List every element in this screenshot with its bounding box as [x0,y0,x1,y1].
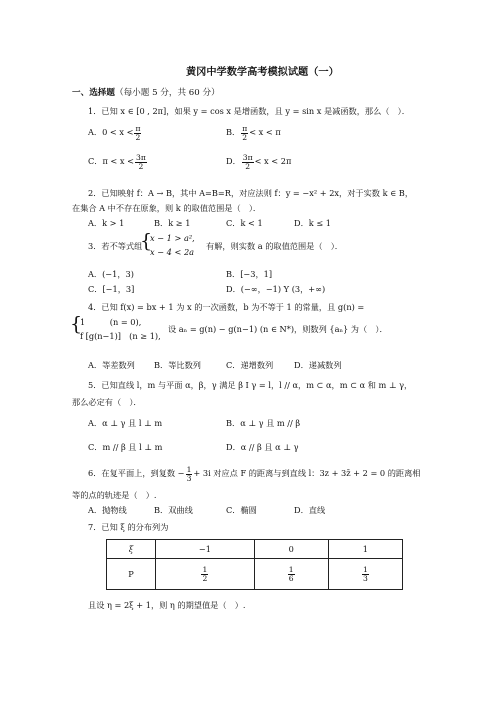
section-label: 一、选择题 [72,88,115,98]
q6-stem-continued: 等的点的轨迹是（ ）. [72,490,157,500]
q5-option-b: B．α ⊥ γ 且 m // β [226,418,301,428]
distribution-table [106,539,403,590]
q1-option-a: A．0 < x < $\frac{\pi}{2}$ [88,124,141,142]
table-cell: 0 [254,540,328,559]
q2-option-c: C．k < 1 [226,218,263,228]
q3-prefix: 3．若不等式组 [88,241,143,251]
q1-stem: 1．已知 x ∈ [0 , 2π]，如果 y = cos x 是增函数，且 y = sin x 是减函数，那么（ ）． [88,106,410,116]
q5-option-a: A．α ⊥ γ 且 l ⊥ m [88,418,163,428]
q3-option-d: D．(−∞，−1) Y (3，+∞) [226,284,326,294]
q6-option-c: C．椭圆 [226,505,257,515]
q6-stem: 6．在复平面上，到复数 − $\frac{1}{3}$ + 3i 对应点 F 的距离与到直线 l：3z + 3z̄ + 2 = 0 的距离相 [88,465,421,483]
q4-option-a: A．等差数列 [88,360,135,370]
q4-case-1: 1 (n = 0), [80,317,142,327]
table-cell: 1 [328,540,402,559]
section-heading [72,86,220,98]
q4-stem: 4．已知 f(x) = bx + 1 为 x 的一次函数，b 为不等于 1 的常量，且 g(n) = [88,302,365,312]
q3-inequality-1: x − 1 > a², [150,233,195,243]
q3-inequality-2: x − 4 < 2a [150,247,195,257]
q2-stem: 2．已知映射 f：A → B，其中 A=B=R，对应法则 f：y = −x² + 2x，对于实数 k ∈ B， [88,188,414,198]
q1-option-d: D． $\frac{3\pi}{2}$ < x < 2π [226,153,292,171]
q5-stem: 5．已知直线 l，m 与平面 α，β，γ 满足 β I γ = l，l // α，m ⊂ α，m ⊂ α 和 m ⊥ γ， [88,380,413,390]
q5-stem-continued: 那么必定有（ ）． [72,397,142,407]
q3-suffix: 有解，则实数 a 的取值范围是（ ）． [206,241,343,251]
q5-option-d: D．α // β 且 α ⊥ γ [226,442,299,452]
q2-option-a: A．k > 1 [88,218,125,228]
q1-option-b: B． $\frac{\pi}{2}$ < x < π [226,124,281,142]
q2-stem-continued: 在集合 A 中不存在原象，则 k 的取值范围是（ ）． [72,203,262,213]
q4-tail: 设 aₙ = g(n) − g(n−1) (n ∈ N*)，则数列 {aₙ} 为（ ）． [168,324,388,334]
table-header-row [107,540,403,559]
table-row [107,559,403,590]
table-cell: P [107,559,156,590]
q7-stem: 7．已知 ξ 的分布列为 [88,522,169,532]
q4-option-c: C．递增数列 [226,360,274,370]
table-cell: $\frac{1}{2}$ [156,559,255,590]
table-cell: −1 [156,540,255,559]
q4-option-b: B．等比数列 [154,360,201,370]
section-note: （每小题 5 分，共 60 分） [114,88,220,98]
q6-option-d: D．直线 [294,505,326,515]
page-title: 黄冈中学数学高考模拟试题（一） [186,67,339,78]
q7-tail: 且设 η = 2ξ + 1，则 η 的期望值是（ ）. [88,600,246,610]
q3-brace: { [140,230,153,252]
q1-option-c: C．π < x < $\frac{3\pi}{2}$ [88,153,146,171]
table-cell: $\frac{1}{3}$ [328,559,402,590]
q3-option-a: A．(−1，3) [88,269,134,279]
q6-option-b: B．双曲线 [154,505,193,515]
q5-option-c: C．m // β 且 l ⊥ m [88,442,163,452]
q2-option-b: B．k ≥ 1 [154,218,191,228]
table-cell: ξ [107,540,156,559]
table-cell: $\frac{1}{6}$ [254,559,328,590]
q3-option-c: C．[−1，3] [88,284,135,294]
q2-option-d: D．k ≤ 1 [294,218,331,228]
q6-option-a: A．抛物线 [88,505,127,515]
q4-option-d: D．递减数列 [294,360,342,370]
q3-option-b: B．[−3，1] [226,269,273,279]
q4-brace: { [70,313,83,335]
q4-case-2: f [g(n−1)] (n ≥ 1), [80,331,161,341]
